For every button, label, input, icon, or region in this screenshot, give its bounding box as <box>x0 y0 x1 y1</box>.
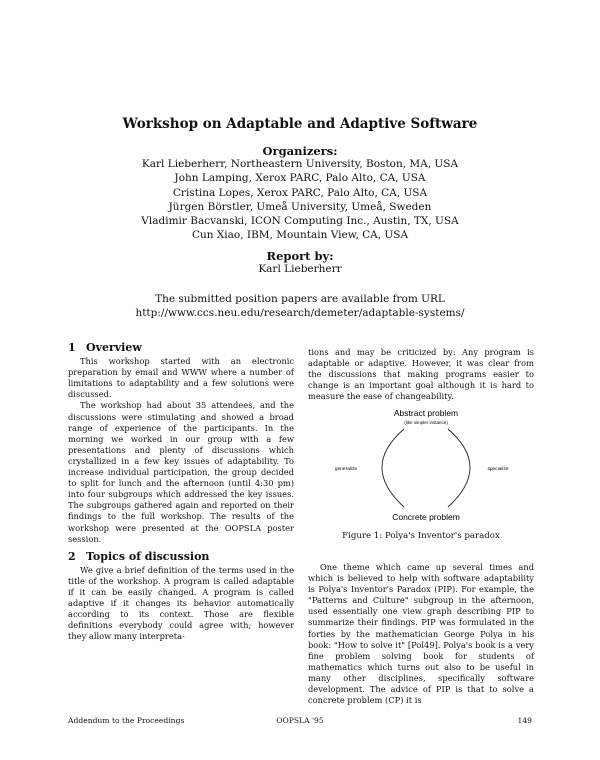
paragraph: This workshop started with an electronic preparation by email and WWW where a number of limitations to adaptability and a few solutions were discussed. <box>68 356 294 400</box>
figure-caption: Figure 1: Polya's Inventor's paradox <box>342 531 500 541</box>
section-heading-overview <box>68 342 294 353</box>
organizers-heading: Organizers: <box>262 144 338 158</box>
report-author: Karl Lieberherr <box>258 263 342 275</box>
section-number: 2 <box>68 549 76 563</box>
section-number: 1 <box>68 341 76 354</box>
section-heading-topics <box>68 551 294 562</box>
paragraph: tions and may be criticized by: Any program is adaptable or adaptive. However, it was clear from the discussions that making programs easier to change is an important goal although it is hard to measure the ease of changeability. <box>308 347 534 402</box>
left-column <box>68 342 294 642</box>
organizer-line: Jürgen Börstler, Umeå University, Umeå, Sweden <box>168 200 432 213</box>
organizers-list <box>0 157 600 243</box>
right-column-top <box>308 347 534 402</box>
paragraph: The workshop had about 35 attendees, and the discussions were stimulating and showed a broad range of experience of the participants. In the morning we worked in our group with a few presentations and plenty of discussions which crystallized in a few key issues of adaptability. To increase individual participation, the group decided to split for lunch and the afternoon (until 4:30 pm) into four subgroups which addressed the key issues. The subgroups gathered again and reported on their findings to the full workshop. The results of the workshop were presented at the OOPSLA poster session. <box>68 400 294 544</box>
availability-text: The submitted position papers are available from URL <box>155 293 445 305</box>
section-title: Topics of discussion <box>86 549 210 563</box>
figure-top-label: Abstract problem <box>393 408 459 418</box>
organizer-line: John Lamping, Xerox PARC, Palo Alto, CA, USA <box>174 172 426 185</box>
polya-figure <box>308 407 534 527</box>
availability-url[interactable]: http://www.ccs.neu.edu/research/demeter/adaptable-systems/ <box>135 307 465 319</box>
organizer-line: Cristina Lopes, Xerox PARC, Palo Alto, CA, USA <box>172 186 428 199</box>
paragraph: One theme which came up several times and which is believed to help with software adaptability is Polya's Inventor's Paradox (PIP). For example, the "Patterns and Culture" subgroup in the afternoon, used essentially one view graph describing PIP to summarize their findings. PIP was formulated in the forties by the mathematician George Polya in his book: "How to solve it" [Pol49]. Polya's book is a very fine problem solving book for students of mathematics which turns out also to be useful in many other disciplines, specifically software development. The advice of PIP is that to solve a concrete problem (CP) it is <box>308 562 534 706</box>
availability-note <box>0 292 600 320</box>
paragraph: We give a brief definition of the terms used in the title of the workshop. A program is called adaptable if it can be easily changed. A program is called adaptive if it changes its behavior automatically according to its context. Those are flexible definitions everybody could agree with; however they allow many interpreta- <box>68 564 294 642</box>
organizer-line: Cun Xiao, IBM, Mountain View, CA, USA <box>191 229 409 242</box>
organizer-line: Vladimir Bacvanski, ICON Computing Inc., Austin, TX, USA <box>141 215 459 228</box>
figure-left-label: generalize <box>334 467 358 472</box>
figure-bottom-label: Concrete problem <box>392 512 460 522</box>
figure-top-sublabel: (like simpler instance) <box>404 420 448 425</box>
figure-right-label: specialize <box>487 467 509 472</box>
figure-left-arc <box>382 429 404 507</box>
figure-right-arc <box>448 429 470 507</box>
report-heading: Report by: <box>266 249 334 263</box>
page-number: 149 <box>517 716 532 725</box>
paper-title: Workshop on Adaptable and Adaptive Software <box>122 116 478 132</box>
footer-left: Addendum to the Proceedings <box>68 716 185 725</box>
footer-center: OOPSLA '95 <box>276 716 324 725</box>
organizer-line: Karl Lieberherr, Northeastern University, Boston, MA, USA <box>141 158 459 170</box>
right-column-bottom <box>308 562 534 706</box>
section-title: Overview <box>86 341 142 354</box>
